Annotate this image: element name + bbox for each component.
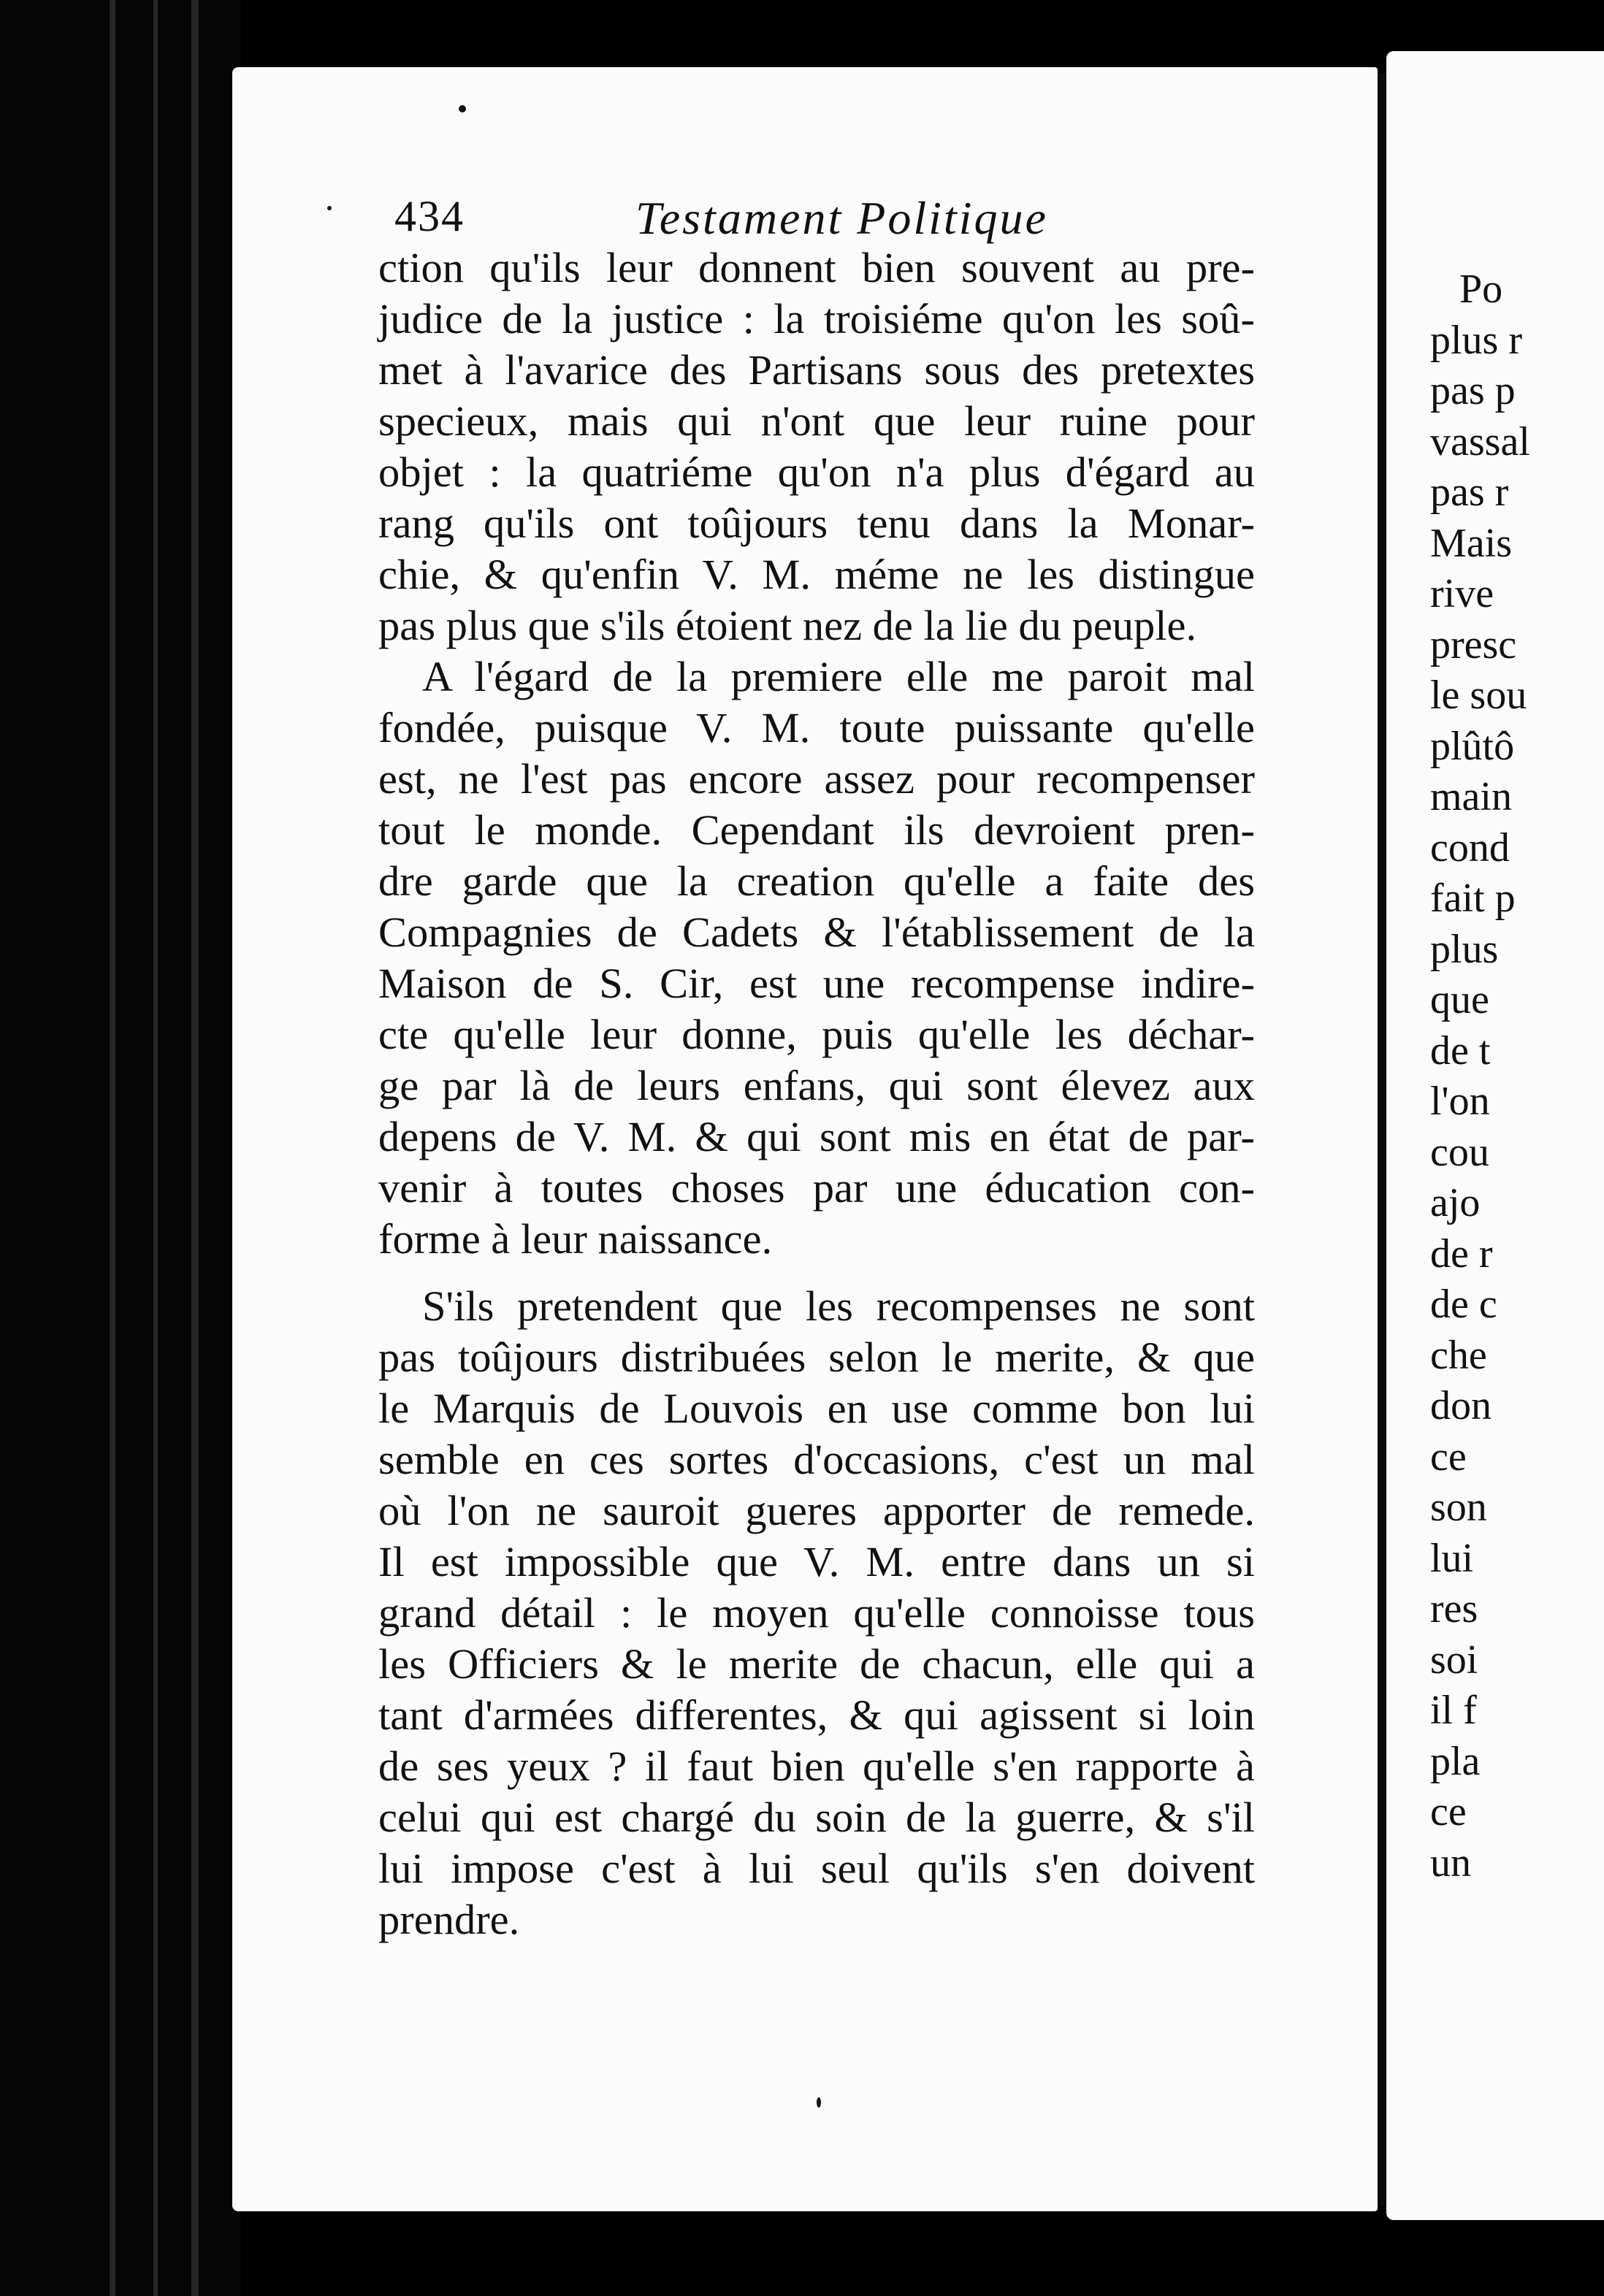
text-line: prendre. xyxy=(378,1896,520,1943)
facing-text-line: pla xyxy=(1430,1738,1481,1784)
facing-text-line: pas p xyxy=(1430,368,1516,413)
text-line: Il est impossible que V. M. entre dans un si xyxy=(378,1538,1255,1585)
text-line: ge par là de leurs enfans, qui sont élevez aux xyxy=(378,1062,1255,1109)
facing-text-line: de c xyxy=(1430,1282,1497,1327)
text-line: semble en ces sortes d'occasions, c'est un mal xyxy=(378,1436,1255,1483)
facing-text-line: res xyxy=(1430,1586,1478,1631)
text-line: lui impose c'est à lui seul qu'ils s'en doivent xyxy=(378,1845,1255,1892)
facing-text-line: cond xyxy=(1430,824,1510,870)
facing-text-line: ajo xyxy=(1430,1180,1481,1225)
text-line: pas plus que s'ils étoient nez de la lie du peuple. xyxy=(378,602,1197,649)
facing-text-line: vassal xyxy=(1430,418,1530,464)
facing-text-line: plûtô xyxy=(1430,723,1515,769)
facing-text-line: fait p xyxy=(1430,876,1516,921)
ink-speck xyxy=(459,105,466,112)
text-line: met à l'avarice des Partisans sous des pretextes xyxy=(378,346,1255,394)
facing-text-line: don xyxy=(1430,1383,1492,1428)
facing-text-line: ce xyxy=(1430,1434,1467,1480)
text-line: specieux, mais qui n'ont que leur ruine pour xyxy=(378,397,1255,445)
text-line: forme à leur naissance. xyxy=(378,1215,773,1263)
page-number: 434 xyxy=(394,192,465,240)
left-page xyxy=(232,67,1378,2211)
text-line: est, ne l'est pas encore assez pour recompenser xyxy=(378,755,1255,803)
facing-text-line: pas r xyxy=(1430,470,1509,515)
text-line: chie, & qu'enfin V. M. méme ne les distingue xyxy=(378,551,1255,598)
text-line: Maison de S. Cir, est une recompense indire- xyxy=(378,960,1255,1007)
facing-text-line: de t xyxy=(1430,1028,1491,1074)
facing-text-line: plus xyxy=(1430,926,1499,972)
facing-text-line: ce xyxy=(1430,1789,1467,1834)
text-line: fondée, puisque V. M. toute puissante qu'elle xyxy=(378,704,1255,751)
ink-speck xyxy=(817,2097,821,2108)
facing-text-line: plus r xyxy=(1430,317,1522,363)
facing-text-line: Mais xyxy=(1430,520,1512,566)
facing-text-line: le sou xyxy=(1430,673,1527,718)
facing-page xyxy=(1386,51,1604,2220)
facing-text-line: soi xyxy=(1430,1637,1478,1683)
text-line: rang qu'ils ont toûjours tenu dans la Monar- xyxy=(378,500,1255,547)
paragraph-gap xyxy=(378,1265,1255,1281)
text-line: cte qu'elle leur donne, puis qu'elle les déchar- xyxy=(378,1011,1255,1058)
text-line: tout le monde. Cependant ils devroient pren- xyxy=(378,806,1255,854)
book-binding xyxy=(0,0,241,2296)
text-line: grand détail : le moyen qu'elle connoisse tous xyxy=(378,1589,1255,1637)
facing-text-line: il f xyxy=(1430,1688,1477,1733)
facing-text-line: de r xyxy=(1430,1231,1493,1277)
text-line: de ses yeux ? il faut bien qu'elle s'en rapporte à xyxy=(378,1742,1255,1790)
text-line: venir à toutes choses par une éducation con- xyxy=(378,1164,1255,1212)
text-line: ction qu'ils leur donnent bien souvent au pre- xyxy=(378,244,1255,291)
running-title: Testament Politique xyxy=(635,192,1048,244)
text-line: pas toûjours distribuées selon le merite, & que xyxy=(378,1333,1255,1381)
text-line: le Marquis de Louvois en use comme bon lui xyxy=(378,1385,1255,1432)
text-line: tant d'armées differentes, & qui agissent si loin xyxy=(378,1691,1255,1739)
facing-text-line: que xyxy=(1430,977,1489,1022)
text-line: dre garde que la creation qu'elle a faite des xyxy=(378,857,1255,905)
text-line: judice de la justice : la troisiéme qu'on les soû- xyxy=(378,295,1255,343)
text-line: S'ils pretendent que les recompenses ne sont xyxy=(422,1282,1255,1330)
facing-text-line: l'on xyxy=(1430,1079,1490,1124)
facing-text-line: main xyxy=(1430,774,1512,819)
text-line: Compagnies de Cadets & l'établissement de la xyxy=(378,908,1255,956)
facing-text-line: un xyxy=(1430,1840,1471,1886)
facing-page-text xyxy=(1430,264,1604,1889)
facing-text-line: Po xyxy=(1459,267,1503,312)
text-line: depens de V. M. & qui sont mis en état de par- xyxy=(378,1113,1255,1160)
ink-speck xyxy=(327,206,332,210)
text-line: celui qui est chargé du soin de la guerre, & s'il xyxy=(378,1794,1255,1841)
text-line: où l'on ne sauroit gueres apporter de remede. xyxy=(378,1487,1255,1534)
facing-text-line: cou xyxy=(1430,1129,1489,1175)
body-text xyxy=(378,242,1255,1945)
text-line: A l'égard de la premiere elle me paroit mal xyxy=(422,653,1255,700)
text-line: les Officiers & le merite de chacun, elle qui a xyxy=(378,1640,1255,1688)
facing-text-line: lui xyxy=(1430,1535,1474,1581)
facing-text-line: rive xyxy=(1430,571,1494,616)
text-line: objet : la quatriéme qu'on n'a plus d'égard au xyxy=(378,448,1255,496)
facing-text-line: che xyxy=(1430,1332,1487,1378)
facing-text-line: presc xyxy=(1430,621,1517,667)
facing-text-line: son xyxy=(1430,1485,1487,1530)
